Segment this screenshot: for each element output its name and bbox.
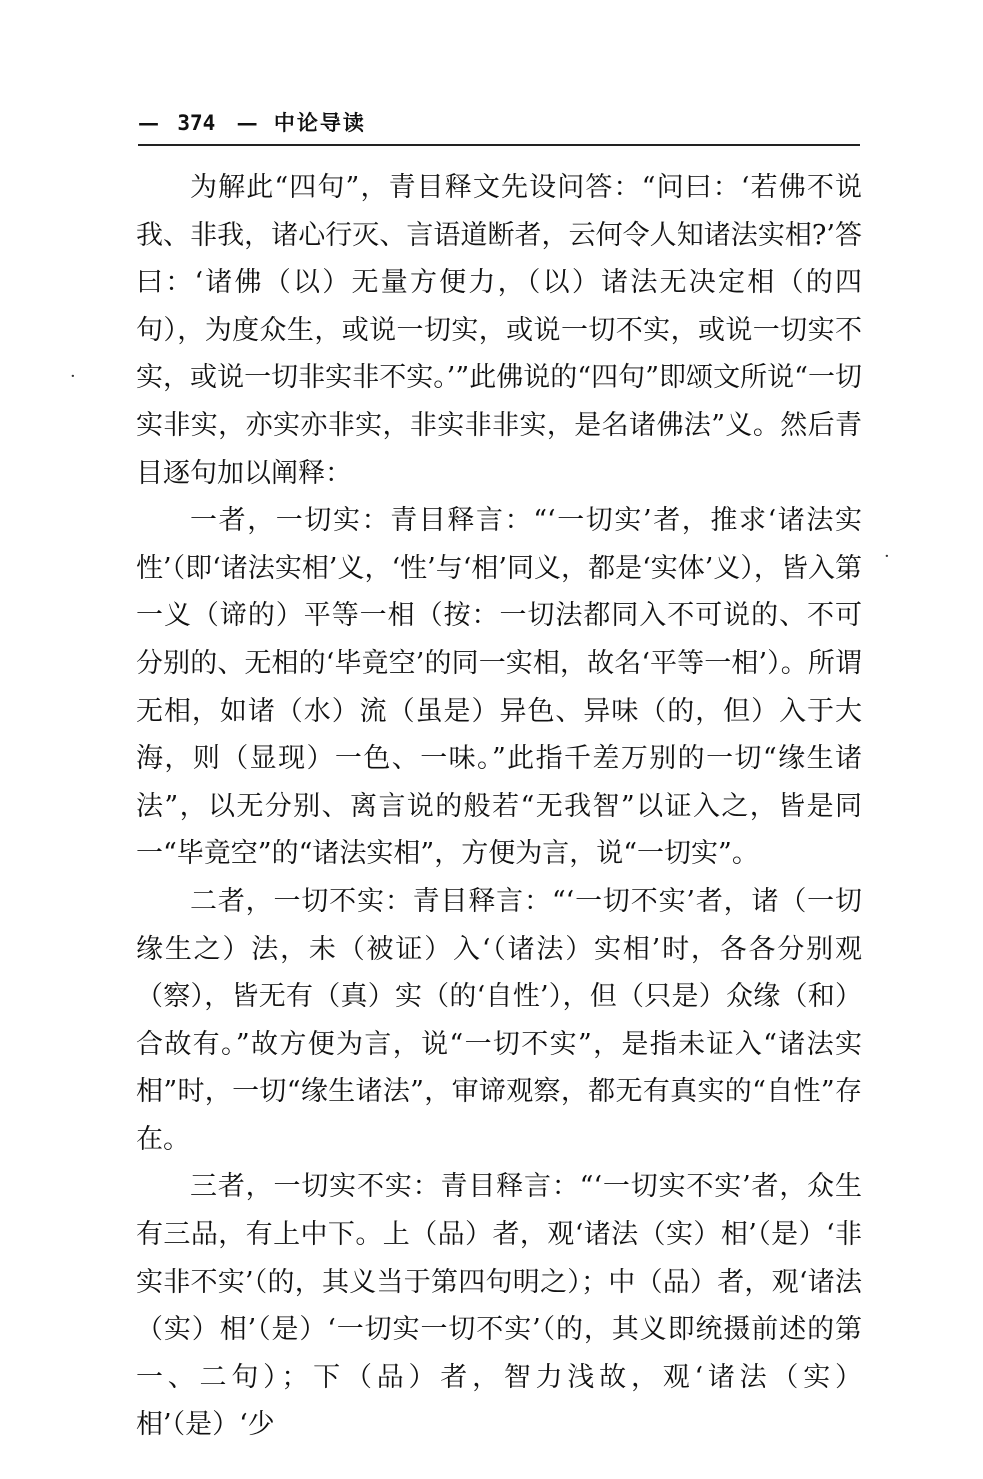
paragraph-2: 一者，一切实：青目释言：“‘一切实’者，推求‘诸法实性’（即‘诸法实相’义，‘性’与‘相’同义，都是‘实体’义），皆入第一义（谛的）平等一相（按：一切法都同入不可说的、不可分别的、无相的‘毕竟空’的同一实相，故名‘平等一相’）。所谓无相，如诸（水）流（虽是）异色、异味（的，但）入于大海，则（显现）一色、一味。”此指千差万别的一切“缘生诸法”，以无分别、离言说的般若“无我智”以证入之，皆是同一“毕竟空”的“诸法实相”，方便为言，说“一切实”。 — [136, 505, 862, 870]
paragraph-3: 二者，一切不实：青目释言：“‘一切不实’者，诸（一切缘生之）法，未（被证）入‘（诸法）实相’时，各各分别观（察），皆无有（真）实（的‘自性’），但（只是）众缘（和）合故有。”故方便为言，说“一切不实”，是指未证入“诸法实相”时，一切“缘生诸法”，审谛观察，都无有真实的“自性”存在。 — [136, 885, 862, 1155]
page-number: 374 — [177, 111, 216, 135]
header-dash-right: — — [236, 110, 258, 135]
running-header — [138, 108, 878, 142]
scan-speck: · — [70, 366, 76, 387]
paragraph-4: 三者，一切实不实：青目释言：“‘一切实不实’者，众生有三品，有上中下。上（品）者，观‘诸法（实）相’（是）‘非实非不实’（的，其义当于第四句明之）；中（品）者，观‘诸法（实）相’（是）‘一切实一切不实’（的，其义即统摄前述的第一、二句）；下（品）者，智力浅故，观‘诸法（实）相’（是）‘少 — [136, 1171, 862, 1441]
header-rule — [138, 144, 860, 146]
scan-speck: · — [884, 546, 890, 567]
header-dash-left: — — [138, 110, 159, 135]
book-title: 中论导读 — [273, 110, 366, 135]
body-text — [136, 164, 862, 1449]
paragraph-1: 为解此“四句”，青目释文先设问答：“问曰：‘若佛不说我、非我，诸心行灭、言语道断者，云何令人知诸法实相?’答曰：‘诸佛（以）无量方便力，（以）诸法无决定相（的四句），为度众生，或说一切实，或说一切不实，或说一切实不实，或说一切非实非不实。’”此佛说的“四句”即颂文所说“一切实非实，亦实亦非实，非实非非实，是名诸佛法”义。然后青目逐句加以阐释： — [136, 172, 862, 489]
